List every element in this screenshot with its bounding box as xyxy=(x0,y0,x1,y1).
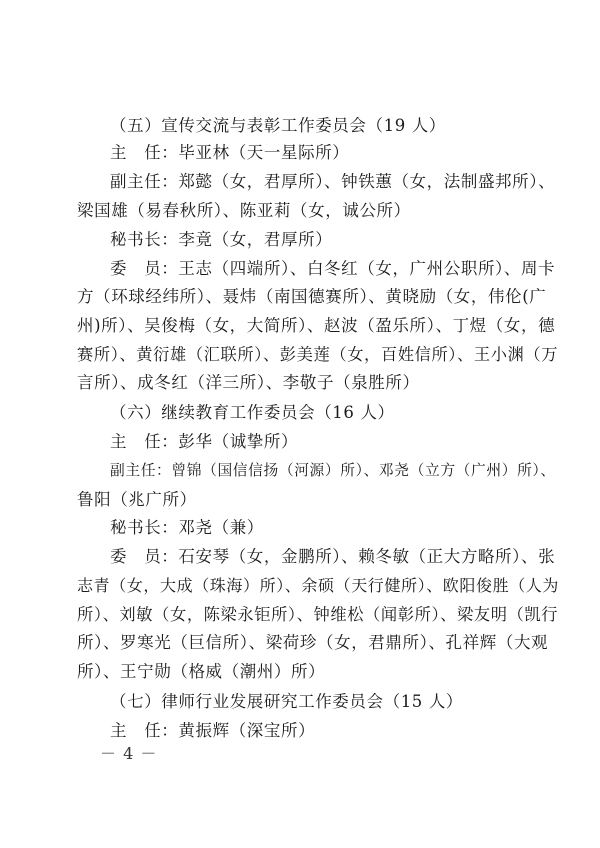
deputy-director-line: 副主任：郑懿（女，君厚所）、钟铁蕙（女，法制盛邦所）、 xyxy=(110,172,556,191)
members-line-cont: 言所）、成冬红（洋三所）、李敬子（泉胜所） xyxy=(77,373,420,392)
secretary-general-line: 秘书长：李竟（女，君厚所） xyxy=(110,230,333,249)
members-line: 委 员：王志（四端所）、白冬红（女，广州公职所）、周卡 xyxy=(110,259,556,278)
deputy-director-line-cont: 鲁阳（兆广所） xyxy=(77,490,197,509)
director-line: 主 任：黄振辉（深宝所） xyxy=(110,721,316,740)
secretary-general-line: 秘书长：邓尧（兼） xyxy=(110,518,264,537)
members-line-cont: 州)所）、吴俊梅（女，大简所）、赵波（盈乐所）、丁煜（女，德 xyxy=(77,316,556,335)
page-number: － 4 － xyxy=(100,744,158,763)
members-line: 委 员：石安琴（女，金鹏所）、赖冬敏（正大方略所）、张 xyxy=(110,547,556,566)
director-line: 主 任：毕亚林（天一星际所） xyxy=(110,143,350,162)
members-line-cont: 方（环球经纬所）、聂炜（南国德赛所）、黄晓励（女，伟伦(广 xyxy=(77,287,547,306)
members-line-cont: 所）、罗寒光（巨信所）、梁荷珍（女，君鼎所）、孔祥辉（大观 xyxy=(77,633,549,652)
members-line-cont: 赛所）、黄衍雄（汇联所）、彭美莲（女，百姓信所）、王小渊（万 xyxy=(77,345,559,364)
members-line-cont: 所）、王宁勋（格威（潮州）所） xyxy=(77,662,326,681)
deputy-director-line: 副主任：曾锦（国信信扬（河源）所）、邓尧（立方（广州）所）、 xyxy=(110,462,556,479)
members-line-cont: 志青（女，大成（珠海）所）、余硕（天行健所）、欧阳俊胜（人为 xyxy=(77,576,560,595)
members-line-cont: 所）、刘敏（女，陈梁永钜所）、钟维松（闻彰所）、梁友明（凯行 xyxy=(77,605,559,624)
section-heading-5: （五）宣传交流与表彰工作委员会（19 人） xyxy=(110,116,446,135)
director-line: 主 任：彭华（诚挚所） xyxy=(110,432,299,451)
section-heading-7: （七）律师行业发展研究工作委员会（15 人） xyxy=(110,692,463,711)
section-heading-6: （六）继续教育工作委员会（16 人） xyxy=(110,403,395,422)
deputy-director-line-cont: 梁国雄（易春秋所）、陈亚莉（女，诚公所） xyxy=(77,201,411,220)
